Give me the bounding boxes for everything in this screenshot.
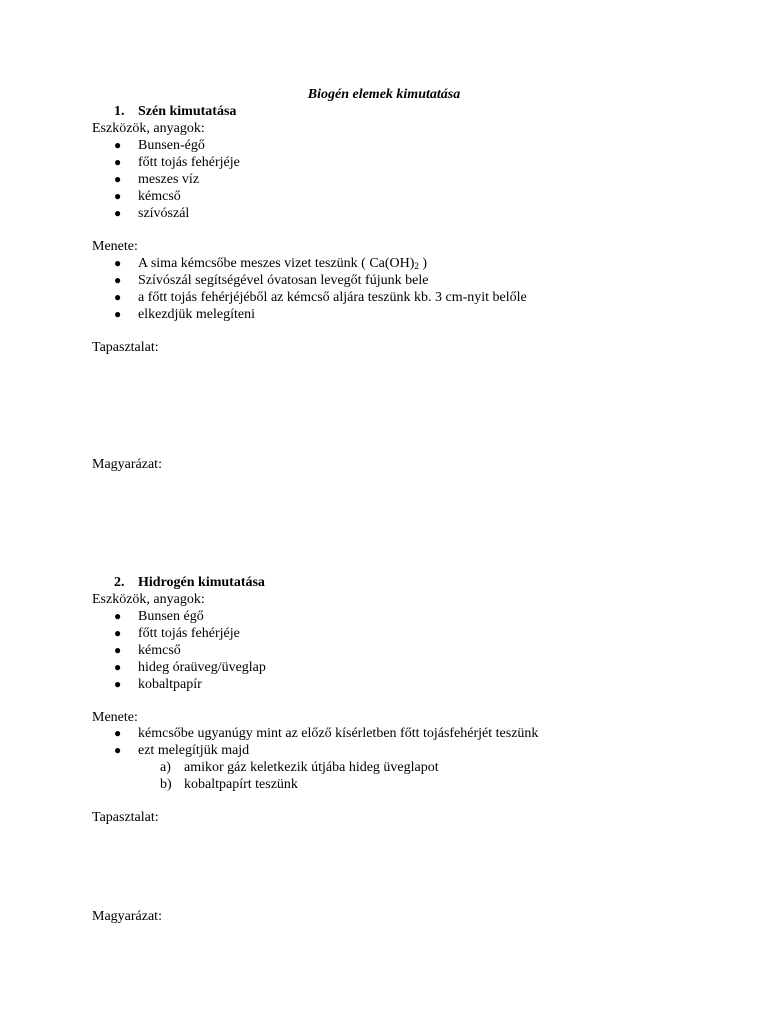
bullet-icon: ● xyxy=(114,660,122,674)
bullet-icon: ● xyxy=(114,138,122,152)
section1-tool: Bunsen-égő xyxy=(138,138,205,153)
section1-explanation-label: Magyarázat: xyxy=(92,457,162,472)
section2-step: ezt melegítjük majd xyxy=(138,743,250,758)
section2-substep-marker: a) xyxy=(160,760,171,775)
bullet-icon: ● xyxy=(114,307,122,321)
section1-step: a főtt tojás fehérjéjéből az kémcső aljára teszünk kb. 3 cm-nyit belőle xyxy=(138,290,527,305)
bullet-icon: ● xyxy=(114,273,122,287)
section2-tool: kobaltpapír xyxy=(138,677,202,692)
bullet-icon: ● xyxy=(114,256,122,270)
bullet-icon: ● xyxy=(114,290,122,304)
bullet-icon: ● xyxy=(114,189,122,203)
section1-number: 1. xyxy=(114,104,125,119)
bullet-icon: ● xyxy=(114,155,122,169)
section2-observation-label: Tapasztalat: xyxy=(92,810,159,825)
section2-tools-label: Eszközök, anyagok: xyxy=(92,592,205,607)
section1-steps-label: Menete: xyxy=(92,239,138,254)
section1-tool: főtt tojás fehérjéje xyxy=(138,155,240,170)
section1-step: elkezdjük melegíteni xyxy=(138,307,256,322)
section2-substep: kobaltpapírt teszünk xyxy=(184,777,298,792)
section2-substep: amikor gáz keletkezik útjába hideg üveglapot xyxy=(184,760,439,775)
section1-tools-label: Eszközök, anyagok: xyxy=(92,121,205,136)
section1-tool: meszes víz xyxy=(138,172,200,187)
section1-tool: szívószál xyxy=(138,206,190,221)
section1-heading: Szén kimutatása xyxy=(138,104,237,119)
section2-heading: Hidrogén kimutatása xyxy=(138,575,265,590)
section2-tool: kémcső xyxy=(138,643,181,658)
section1-step: Szívószál segítségével óvatosan levegőt fújunk bele xyxy=(138,273,429,288)
section2-explanation-label: Magyarázat: xyxy=(92,909,162,924)
section2-number: 2. xyxy=(114,575,125,590)
bullet-icon: ● xyxy=(114,677,122,691)
bullet-icon: ● xyxy=(114,743,122,757)
section2-substep-marker: b) xyxy=(160,777,172,792)
bullet-icon: ● xyxy=(114,206,122,220)
bullet-icon: ● xyxy=(114,626,122,640)
section2-step: kémcsőbe ugyanúgy mint az előző kísérletben főtt tojásfehérjét teszünk xyxy=(138,726,539,741)
section2-tool: Bunsen égő xyxy=(138,609,204,624)
section2-tool: hideg óraüveg/üveglap xyxy=(138,660,266,675)
section2-steps-label: Menete: xyxy=(92,710,138,725)
section2-tool: főtt tojás fehérjéje xyxy=(138,626,240,641)
bullet-icon: ● xyxy=(114,643,122,657)
section1-tool: kémcső xyxy=(138,189,181,204)
bullet-icon: ● xyxy=(114,609,122,623)
section1-observation-label: Tapasztalat: xyxy=(92,340,159,355)
document-title: Biogén elemek kimutatása xyxy=(307,87,461,102)
section1-step: A sima kémcsőbe meszes vizet teszünk ( $Ca(OH)_2$ ) xyxy=(138,256,428,271)
bullet-icon: ● xyxy=(114,726,122,740)
bullet-icon: ● xyxy=(114,172,122,186)
